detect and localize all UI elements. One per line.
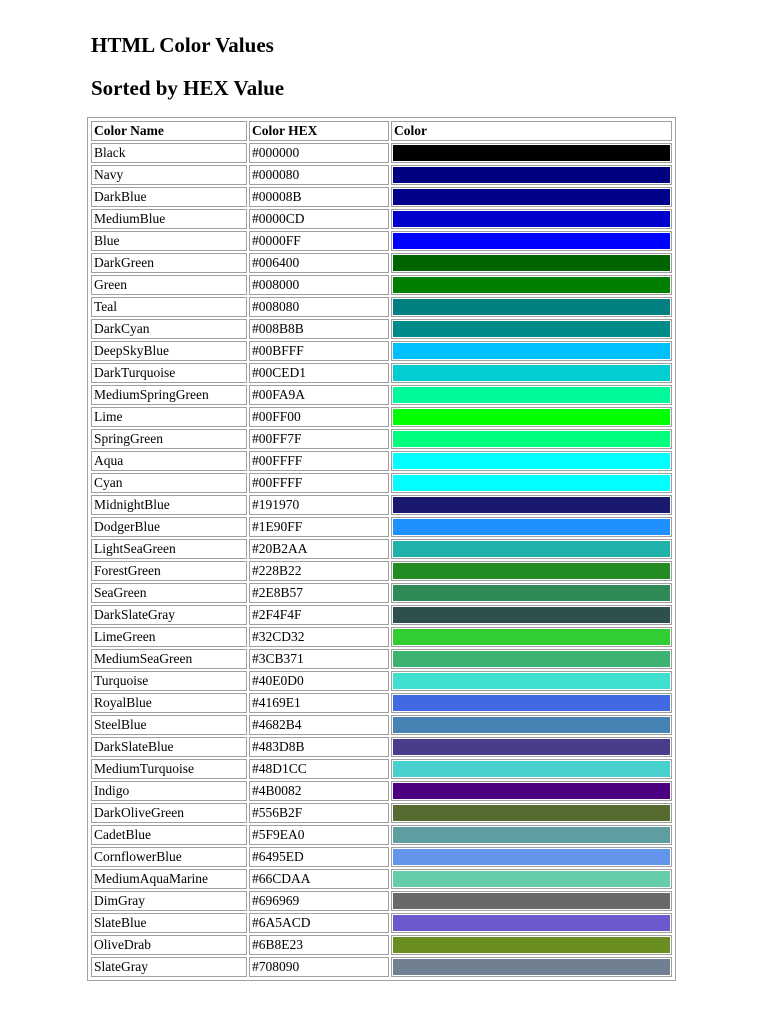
color-name-cell: LightSeaGreen — [91, 539, 247, 559]
color-hex-cell: #008080 — [249, 297, 389, 317]
color-swatch-cell — [391, 935, 672, 955]
color-hex-cell: #6495ED — [249, 847, 389, 867]
color-hex-cell: #006400 — [249, 253, 389, 273]
color-swatch — [393, 343, 670, 359]
color-hex-cell: #32CD32 — [249, 627, 389, 647]
color-swatch — [393, 453, 670, 469]
color-table-body — [91, 143, 672, 977]
color-hex-cell: #000080 — [249, 165, 389, 185]
color-swatch-cell — [391, 165, 672, 185]
color-swatch-cell — [391, 627, 672, 647]
color-swatch — [393, 629, 670, 645]
color-hex-cell: #483D8B — [249, 737, 389, 757]
color-swatch — [393, 893, 670, 909]
color-name-cell: RoyalBlue — [91, 693, 247, 713]
table-row — [91, 891, 672, 911]
color-hex-cell: #20B2AA — [249, 539, 389, 559]
color-swatch — [393, 189, 670, 205]
color-swatch — [393, 651, 670, 667]
color-swatch — [393, 255, 670, 271]
color-swatch — [393, 673, 670, 689]
table-row — [91, 253, 672, 273]
color-table — [89, 119, 674, 979]
color-name-cell: OliveDrab — [91, 935, 247, 955]
color-hex-cell: #00FFFF — [249, 451, 389, 471]
color-hex-cell: #00CED1 — [249, 363, 389, 383]
table-row — [91, 297, 672, 317]
color-hex-cell: #4682B4 — [249, 715, 389, 735]
color-name-cell: Green — [91, 275, 247, 295]
color-hex-cell: #66CDAA — [249, 869, 389, 889]
header-color-name: Color Name — [91, 121, 247, 141]
color-swatch-cell — [391, 693, 672, 713]
color-swatch — [393, 717, 670, 733]
color-hex-cell: #00FF7F — [249, 429, 389, 449]
color-swatch — [393, 871, 670, 887]
color-name-cell: Cyan — [91, 473, 247, 493]
color-name-cell: Lime — [91, 407, 247, 427]
color-name-cell: MediumSpringGreen — [91, 385, 247, 405]
color-swatch-cell — [391, 737, 672, 757]
color-name-cell: Indigo — [91, 781, 247, 801]
color-name-cell: LimeGreen — [91, 627, 247, 647]
color-hex-cell: #00BFFF — [249, 341, 389, 361]
table-row — [91, 495, 672, 515]
color-name-cell: MediumSeaGreen — [91, 649, 247, 669]
color-hex-cell: #48D1CC — [249, 759, 389, 779]
table-row — [91, 671, 672, 691]
table-row — [91, 803, 672, 823]
color-swatch — [393, 299, 670, 315]
color-swatch — [393, 233, 670, 249]
color-swatch — [393, 321, 670, 337]
table-row — [91, 451, 672, 471]
table-row — [91, 143, 672, 163]
color-swatch — [393, 805, 670, 821]
table-row — [91, 473, 672, 493]
color-swatch-cell — [391, 803, 672, 823]
color-swatch-cell — [391, 297, 672, 317]
color-name-cell: SeaGreen — [91, 583, 247, 603]
table-row — [91, 627, 672, 647]
table-row — [91, 781, 672, 801]
table-row — [91, 319, 672, 339]
color-hex-cell: #556B2F — [249, 803, 389, 823]
color-swatch-cell — [391, 847, 672, 867]
color-name-cell: Turquoise — [91, 671, 247, 691]
color-hex-cell: #4B0082 — [249, 781, 389, 801]
color-name-cell: MidnightBlue — [91, 495, 247, 515]
color-hex-cell: #008000 — [249, 275, 389, 295]
color-swatch — [393, 409, 670, 425]
color-name-cell: DarkSlateGray — [91, 605, 247, 625]
table-row — [91, 935, 672, 955]
table-row — [91, 913, 672, 933]
color-swatch-cell — [391, 451, 672, 471]
color-hex-cell: #2E8B57 — [249, 583, 389, 603]
color-hex-cell: #4169E1 — [249, 693, 389, 713]
color-hex-cell: #1E90FF — [249, 517, 389, 537]
header-color-swatch: Color — [391, 121, 672, 141]
color-name-cell: DarkSlateBlue — [91, 737, 247, 757]
color-swatch-cell — [391, 275, 672, 295]
table-row — [91, 583, 672, 603]
table-row — [91, 605, 672, 625]
table-row — [91, 341, 672, 361]
color-swatch-cell — [391, 473, 672, 493]
color-swatch — [393, 695, 670, 711]
color-hex-cell: #008B8B — [249, 319, 389, 339]
color-name-cell: DarkCyan — [91, 319, 247, 339]
color-name-cell: DarkBlue — [91, 187, 247, 207]
color-hex-cell: #2F4F4F — [249, 605, 389, 625]
color-swatch-cell — [391, 319, 672, 339]
color-swatch — [393, 739, 670, 755]
color-swatch-cell — [391, 187, 672, 207]
color-name-cell: MediumBlue — [91, 209, 247, 229]
color-swatch — [393, 167, 670, 183]
color-name-cell: SlateBlue — [91, 913, 247, 933]
header-color-hex: Color HEX — [249, 121, 389, 141]
table-row — [91, 847, 672, 867]
table-row — [91, 649, 672, 669]
color-swatch-cell — [391, 429, 672, 449]
color-swatch — [393, 761, 670, 777]
color-swatch-cell — [391, 363, 672, 383]
color-swatch-cell — [391, 231, 672, 251]
color-swatch-cell — [391, 605, 672, 625]
color-swatch-cell — [391, 825, 672, 845]
table-row — [91, 209, 672, 229]
table-row — [91, 363, 672, 383]
color-name-cell: Black — [91, 143, 247, 163]
color-name-cell: Blue — [91, 231, 247, 251]
table-row — [91, 517, 672, 537]
color-swatch-cell — [391, 385, 672, 405]
table-row — [91, 869, 672, 889]
color-name-cell: DarkGreen — [91, 253, 247, 273]
table-row — [91, 759, 672, 779]
color-name-cell: MediumAquaMarine — [91, 869, 247, 889]
color-swatch — [393, 475, 670, 491]
color-swatch — [393, 211, 670, 227]
color-hex-cell: #6B8E23 — [249, 935, 389, 955]
table-row — [91, 693, 672, 713]
color-swatch-cell — [391, 891, 672, 911]
color-swatch-cell — [391, 913, 672, 933]
color-hex-cell: #00008B — [249, 187, 389, 207]
color-hex-cell: #00FF00 — [249, 407, 389, 427]
color-name-cell: SlateGray — [91, 957, 247, 977]
color-swatch — [393, 849, 670, 865]
color-swatch — [393, 959, 670, 975]
color-name-cell: ForestGreen — [91, 561, 247, 581]
color-swatch — [393, 915, 670, 931]
color-hex-cell: #6A5ACD — [249, 913, 389, 933]
color-hex-cell: #00FFFF — [249, 473, 389, 493]
color-swatch — [393, 145, 670, 161]
color-name-cell: SpringGreen — [91, 429, 247, 449]
table-row — [91, 429, 672, 449]
color-swatch — [393, 563, 670, 579]
color-swatch — [393, 431, 670, 447]
page-subtitle: Sorted by HEX Value — [91, 76, 285, 100]
color-hex-cell: #0000FF — [249, 231, 389, 251]
color-swatch-cell — [391, 209, 672, 229]
color-swatch-cell — [391, 495, 672, 515]
color-swatch — [393, 937, 670, 953]
color-hex-cell: #191970 — [249, 495, 389, 515]
color-name-cell: DodgerBlue — [91, 517, 247, 537]
color-name-cell: DeepSkyBlue — [91, 341, 247, 361]
color-swatch-cell — [391, 407, 672, 427]
table-row — [91, 231, 672, 251]
color-swatch — [393, 519, 670, 535]
table-row — [91, 275, 672, 295]
table-row — [91, 715, 672, 735]
color-swatch — [393, 783, 670, 799]
color-hex-cell: #40E0D0 — [249, 671, 389, 691]
table-row — [91, 539, 672, 559]
color-hex-cell: #228B22 — [249, 561, 389, 581]
color-swatch — [393, 365, 670, 381]
color-swatch — [393, 387, 670, 403]
page-title: HTML Color Values — [91, 33, 274, 57]
color-swatch — [393, 607, 670, 623]
color-swatch-cell — [391, 649, 672, 669]
color-hex-cell: #696969 — [249, 891, 389, 911]
color-name-cell: MediumTurquoise — [91, 759, 247, 779]
color-name-cell: Aqua — [91, 451, 247, 471]
color-hex-cell: #00FA9A — [249, 385, 389, 405]
table-row — [91, 825, 672, 845]
color-table-frame — [87, 117, 676, 981]
color-swatch-cell — [391, 253, 672, 273]
color-name-cell: CornflowerBlue — [91, 847, 247, 867]
color-name-cell: Teal — [91, 297, 247, 317]
table-row — [91, 737, 672, 757]
color-name-cell: DimGray — [91, 891, 247, 911]
color-swatch-cell — [391, 869, 672, 889]
color-name-cell: SteelBlue — [91, 715, 247, 735]
color-swatch — [393, 497, 670, 513]
table-row — [91, 957, 672, 977]
color-swatch-cell — [391, 957, 672, 977]
table-header-row — [91, 121, 672, 141]
color-swatch — [393, 541, 670, 557]
color-name-cell: DarkOliveGreen — [91, 803, 247, 823]
color-swatch-cell — [391, 759, 672, 779]
color-swatch-cell — [391, 517, 672, 537]
color-swatch — [393, 827, 670, 843]
color-swatch — [393, 277, 670, 293]
color-swatch — [393, 585, 670, 601]
color-swatch-cell — [391, 583, 672, 603]
table-row — [91, 187, 672, 207]
table-row — [91, 407, 672, 427]
color-hex-cell: #5F9EA0 — [249, 825, 389, 845]
color-name-cell: DarkTurquoise — [91, 363, 247, 383]
color-swatch-cell — [391, 715, 672, 735]
color-swatch-cell — [391, 143, 672, 163]
color-hex-cell: #3CB371 — [249, 649, 389, 669]
color-name-cell: CadetBlue — [91, 825, 247, 845]
color-swatch-cell — [391, 781, 672, 801]
color-swatch-cell — [391, 561, 672, 581]
table-row — [91, 561, 672, 581]
color-swatch-cell — [391, 341, 672, 361]
table-row — [91, 385, 672, 405]
color-swatch-cell — [391, 671, 672, 691]
color-hex-cell: #000000 — [249, 143, 389, 163]
color-name-cell: Navy — [91, 165, 247, 185]
color-swatch-cell — [391, 539, 672, 559]
table-row — [91, 165, 672, 185]
color-hex-cell: #708090 — [249, 957, 389, 977]
color-hex-cell: #0000CD — [249, 209, 389, 229]
